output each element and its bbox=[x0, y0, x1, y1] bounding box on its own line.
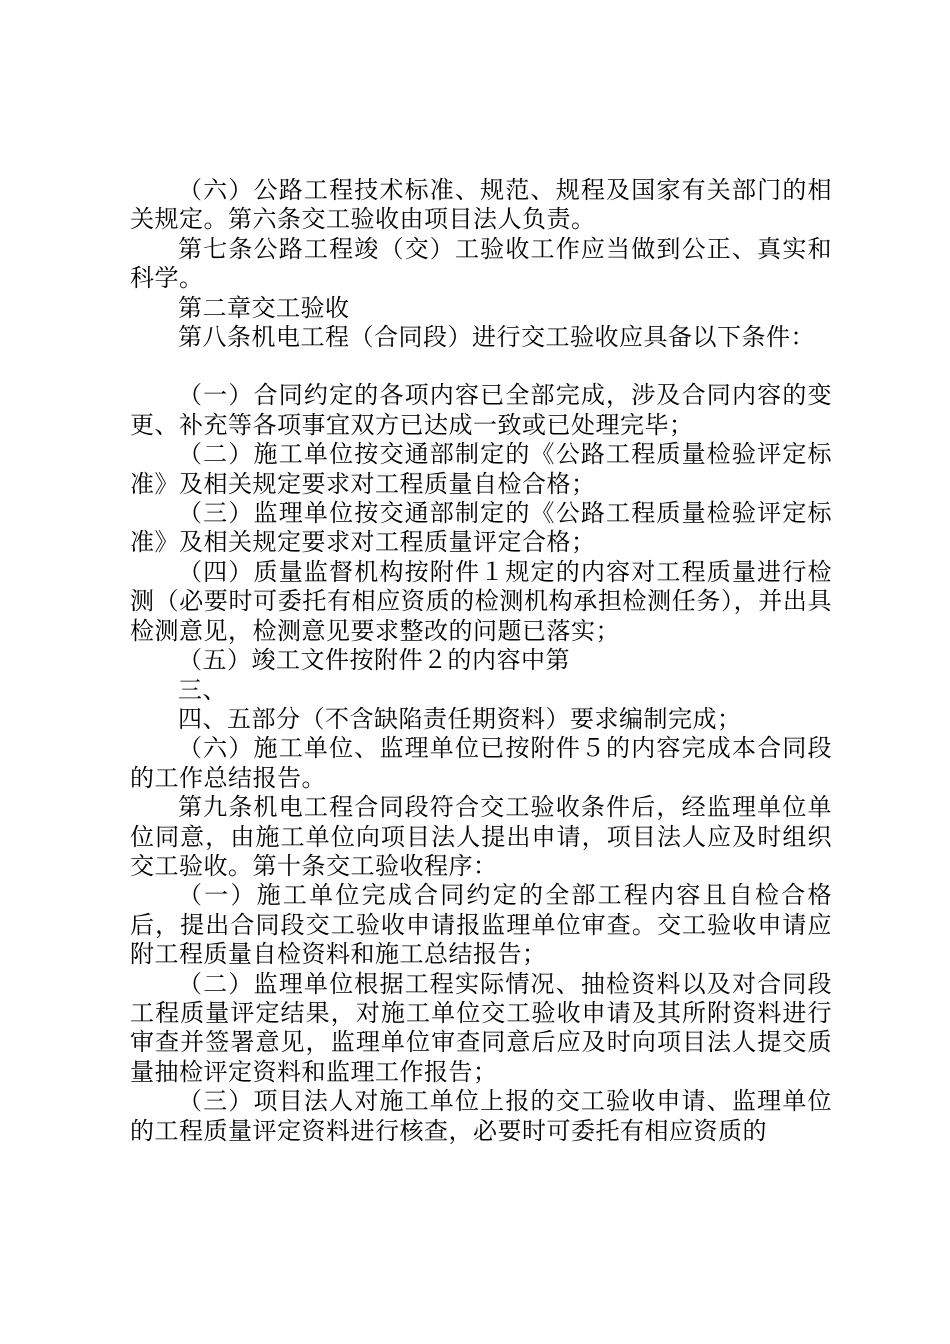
document-body bbox=[130, 176, 832, 1146]
paragraph-procedure-2: （二）监理单位根据工程实际情况、抽检资料以及对合同段工程质量评定结果，对施工单位交工验收申请及其所附资料进行审查并签署意见，监理单位审查同意后应及时向项目法人提交质量抽检评定资料和监理工作报告； bbox=[130, 969, 832, 1086]
chapter-heading: 第二章交工验收 bbox=[178, 293, 350, 322]
paragraph-condition-2: （二）施工单位按交通部制定的《公路工程质量检验评定标准》及相关规定要求对工程质量自检合格； bbox=[130, 440, 832, 498]
paragraph-fragment-4-5: 四、五部分（不含缺陷责任期资料）要求编制完成； bbox=[178, 704, 742, 733]
paragraph-article-9-10: 第九条机电工程合同段符合交工验收条件后，经监理单位单位同意，由施工单位向项目法人提出申请，项目法人应及时组织交工验收。第十条交工验收程序： bbox=[130, 793, 832, 880]
spacer bbox=[130, 352, 832, 381]
paragraph-condition-1: （一）合同约定的各项内容已全部完成，涉及合同内容的变更、补充等各项事宜双方已达成一致或已处理完毕； bbox=[130, 381, 832, 439]
paragraph-procedure-3: （三）项目法人对施工单位上报的交工验收申请、监理单位的工程质量评定资料进行核查，必要时可委托有相应资质的 bbox=[130, 1087, 832, 1145]
paragraph-article-8: 第八条机电工程（合同段）进行交工验收应具备以下条件： bbox=[178, 323, 815, 352]
paragraph-condition-5: （五）竣工文件按附件２的内容中第 bbox=[178, 646, 570, 675]
paragraph-condition-6: （六）施工单位、监理单位已按附件５的内容完成本合同段的工作总结报告。 bbox=[130, 734, 832, 792]
paragraph-article-7: 第七条公路工程竣（交）工验收工作应当做到公正、真实和科学。 bbox=[130, 234, 832, 293]
paragraph-condition-3: （三）监理单位按交通部制定的《公路工程质量检验评定标准》及相关规定要求对工程质量评定合格； bbox=[130, 499, 832, 557]
paragraph-standards: （六）公路工程技术标准、规范、规程及国家有关部门的相关规定。第六条交工验收由项目法人负责。 bbox=[130, 176, 832, 234]
paragraph-condition-4: （四）质量监督机构按附件１规定的内容对工程质量进行检测（必要时可委托有相应资质的检测机构承担检测任务），并出具检测意见，检测意见要求整改的问题已落实； bbox=[130, 557, 832, 645]
paragraph-procedure-1: （一）施工单位完成合同约定的全部工程内容且自检合格后，提出合同段交工验收申请报监理单位审查。交工验收申请应附工程质量自检资料和施工总结报告； bbox=[130, 881, 832, 969]
paragraph-fragment-3: 三、 bbox=[178, 675, 227, 704]
